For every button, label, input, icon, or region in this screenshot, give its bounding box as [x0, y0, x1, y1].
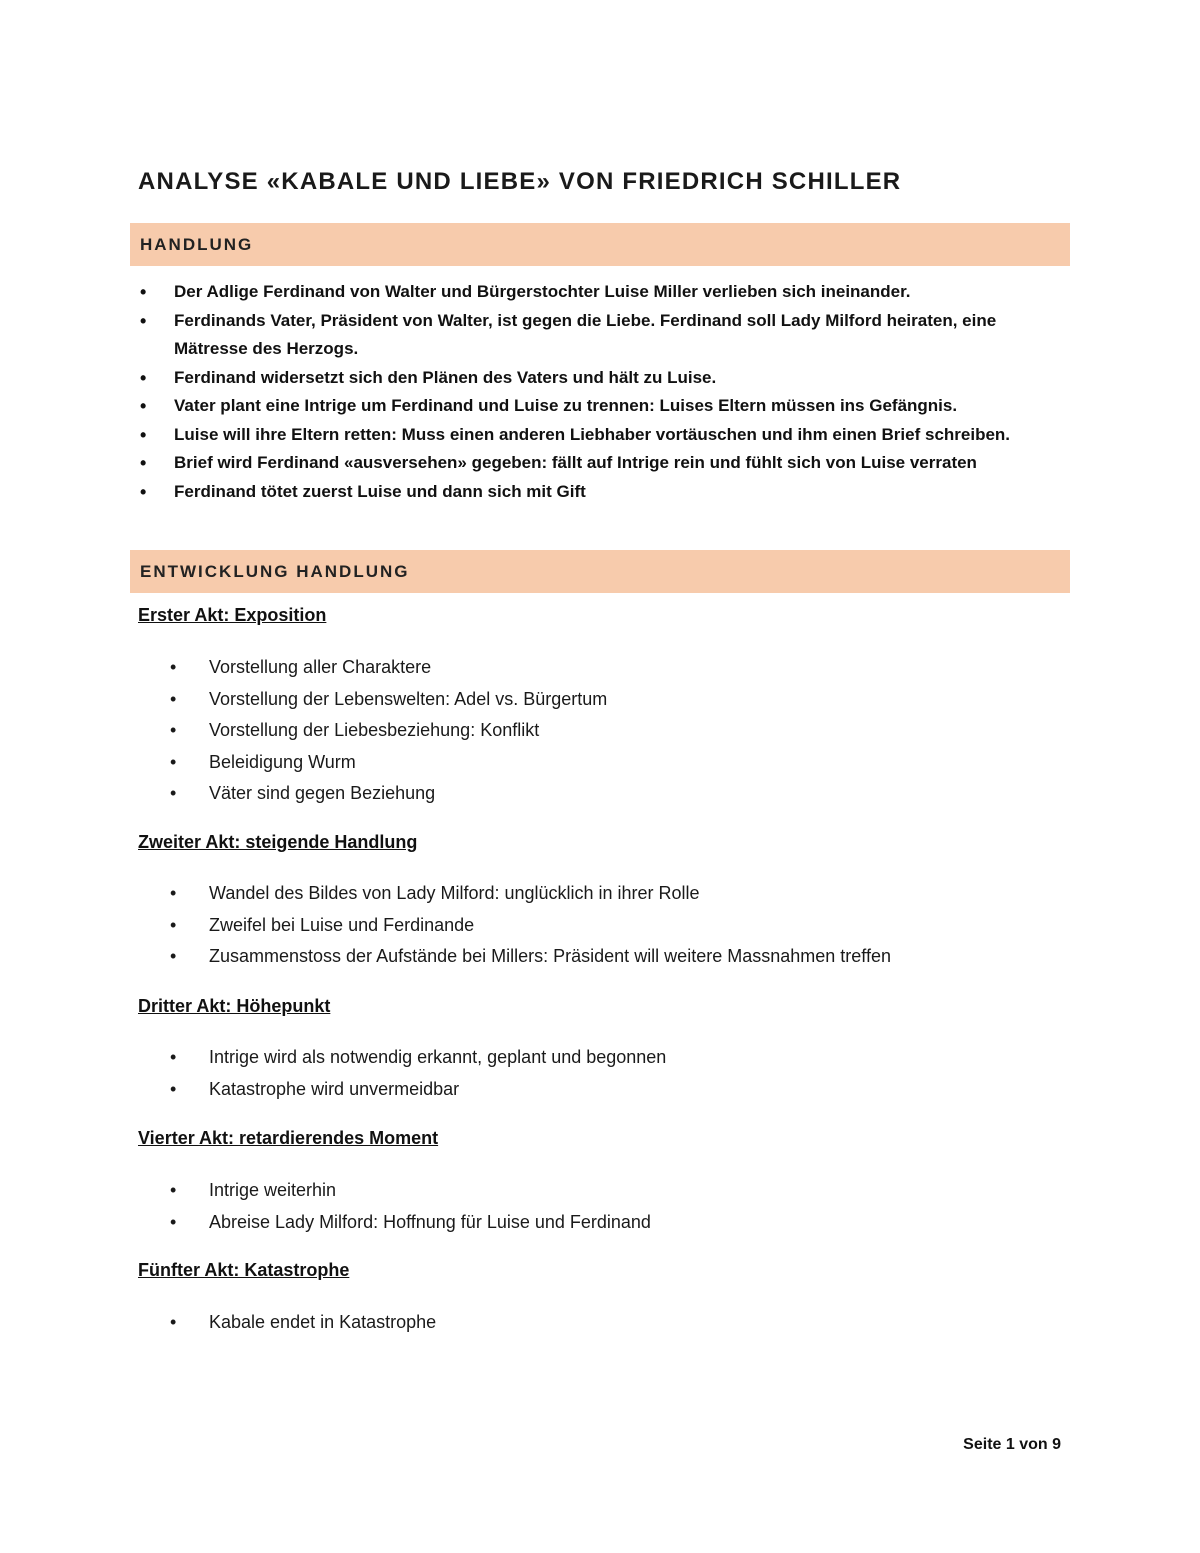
list-item: [170, 684, 1030, 716]
list-item-text: Der Adlige Ferdinand von Walter und Bürgerstochter Luise Miller verlieben sich ineinander.: [174, 282, 911, 301]
list-item: [170, 910, 1030, 942]
act-heading-1: Erster Akt: Exposition: [138, 605, 327, 625]
list-item-text: Luise will ihre Eltern retten: Muss einen anderen Liebhaber vortäuschen und ihm einen Brief schreiben.: [174, 424, 1011, 444]
section-heading-entwicklung: [130, 550, 1070, 593]
section-heading-handlung-label: HANDLUNG: [140, 235, 254, 254]
list-item: [170, 1175, 1030, 1207]
list-item-text: Vorstellung aller Charaktere: [209, 657, 432, 677]
list-item: [170, 715, 1030, 747]
list-item-text: Intrige weiterhin: [209, 1180, 337, 1200]
act-1-list: [170, 652, 1030, 810]
list-item: [138, 392, 1018, 421]
list-item: [170, 1207, 1030, 1239]
list-item: [170, 1074, 1030, 1106]
section-heading-handlung: [130, 223, 1070, 266]
act-4-list: [170, 1175, 1030, 1238]
list-item: [138, 421, 1018, 450]
list-item-text: Vorstellung der Lebenswelten: Adel vs. Bürgertum: [209, 688, 608, 709]
list-item: [170, 652, 1030, 684]
act-heading-3: Dritter Akt: Höhepunkt: [138, 996, 331, 1016]
list-item: [170, 878, 1030, 910]
list-item-text: Zusammenstoss der Aufstände bei Millers: Präsident will weitere Massnahmen treffen: [209, 946, 891, 966]
list-item: [170, 1042, 1030, 1074]
list-item-text: Intrige wird als notwendig erkannt, geplant und begonnen: [209, 1047, 667, 1067]
list-item-text: Wandel des Bildes von Lady Milford: unglücklich in ihrer Rolle: [209, 883, 700, 903]
list-item: [170, 747, 1030, 779]
list-item-text: Katastrophe wird unvermeidbar: [209, 1078, 460, 1099]
plot-summary-list: [138, 278, 1018, 506]
list-item: [138, 307, 1018, 364]
list-item: [170, 778, 1030, 810]
list-item: [138, 364, 1018, 393]
list-item-text: Väter sind gegen Beziehung: [209, 783, 436, 803]
list-item: [138, 478, 1018, 507]
list-item: [170, 941, 1030, 973]
list-item-text: Vorstellung der Liebesbeziehung: Konflikt: [209, 720, 540, 740]
act-heading-5: Fünfter Akt: Katastrophe: [138, 1260, 350, 1280]
list-item-text: Zweifel bei Luise und Ferdinande: [209, 914, 475, 935]
list-item: [138, 449, 1018, 478]
list-item-text: Brief wird Ferdinand «ausversehen» gegeben: fällt auf Intrige rein und fühlt sich von Luise verraten: [174, 453, 977, 472]
list-item-text: Kabale endet in Katastrophe: [209, 1312, 437, 1332]
list-item-text: Vater plant eine Intrige um Ferdinand und Luise zu trennen: Luises Eltern müssen ins Gefängnis.: [174, 396, 958, 415]
section-heading-entwicklung-label: ENTWICKLUNG HANDLUNG: [140, 562, 410, 581]
act-5-list: [170, 1307, 1030, 1339]
document-title: ANALYSE «KABALE UND LIEBE» VON FRIEDRICH SCHILLER: [138, 168, 902, 195]
page-number: Seite 1 von 9: [963, 1436, 1061, 1453]
list-item-text: Beleidigung Wurm: [209, 751, 356, 772]
act-3-list: [170, 1042, 1030, 1105]
list-item: [138, 278, 1018, 307]
act-2-list: [170, 878, 1030, 973]
list-item-text: Ferdinand widersetzt sich den Plänen des Vaters und hält zu Luise.: [174, 367, 717, 387]
list-item: [170, 1307, 1030, 1339]
list-item-text: Ferdinand tötet zuerst Luise und dann sich mit Gift: [174, 481, 586, 501]
act-heading-2: Zweiter Akt: steigende Handlung: [138, 832, 418, 852]
act-heading-4: Vierter Akt: retardierendes Moment: [138, 1128, 439, 1148]
list-item-text: Ferdinands Vater, Präsident von Walter, ist gegen die Liebe. Ferdinand soll Lady Milford heiraten, eine Mätresse des Herzogs.: [174, 310, 997, 358]
list-item-text: Abreise Lady Milford: Hoffnung für Luise und Ferdinand: [209, 1211, 651, 1232]
